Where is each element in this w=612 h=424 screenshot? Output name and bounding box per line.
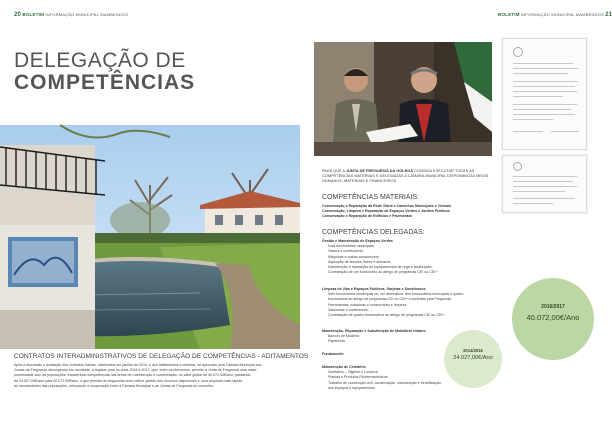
intro-prefix: PARA QUE A <box>322 168 345 173</box>
list-item: Vassouras e contentores; <box>328 307 369 312</box>
list-item: Sanitários – Higiene e Limpeza <box>328 370 378 375</box>
group-title: Manutenção, Reparação e Substituição de Mobiliário Urbano <box>322 329 426 333</box>
page-title-line1: DELEGAÇÃO DE <box>14 49 186 72</box>
intro-paragraph <box>322 168 488 184</box>
contracts-heading: CONTRATOS INTERADMINISTRATIVOS DE DELEGAÇÃO DE COMPETÊNCIAS - ADITAMENTOS <box>14 353 309 360</box>
list-item: Ferramentas, máquinas e consumíveis e limpeza; <box>328 302 408 307</box>
intro-line: COMPETÊNCIAS MATERIAIS E DELEGADAS A CÂMARA MUNICIPAL DISPONIBILIZA MEIOS <box>322 173 489 179</box>
right-section: INFORMAÇÃO MUNICIPAL MAMBENDOS <box>520 12 604 17</box>
list-item: Viatura e combustível; <box>328 249 364 254</box>
seal-icon <box>513 47 523 57</box>
list-item: Aquisição de árvores, flores e arbustos; <box>328 259 392 264</box>
delegadas-group <box>322 352 344 357</box>
list-item: Dois funcionários municipais; <box>328 244 375 249</box>
contracts-body <box>14 363 300 389</box>
delegadas-group <box>322 329 426 345</box>
right-page-header <box>498 12 612 18</box>
group-title: Manutenção de Cemitério <box>322 365 366 369</box>
delegadas-group <box>322 287 463 318</box>
contract-document-image-1 <box>502 38 587 150</box>
bubble-value: 24.027,00€/Ano <box>453 355 493 361</box>
group-title: Fundamento <box>322 352 344 356</box>
contracts-line: Juntas de Freguesia, abrangendo um montante, a registar para os anos 2016 e 2017, que, entre os elementos, permite à Junta de Freguesia uma maior <box>14 368 257 373</box>
bubble-year: 2016/2017 <box>541 304 565 310</box>
list-item: dos espaços e equipamentos. <box>328 385 376 390</box>
list-item: Máquinas e outros consumíveis; <box>328 254 380 259</box>
funding-2016-2017-bubble <box>512 278 594 360</box>
contract-document-image-2 <box>502 155 587 213</box>
list-item: Contratação de um funcionário ao abrigo de programas CEI ou CEI+. <box>328 270 439 275</box>
funding-2014-2015-bubble <box>444 330 502 388</box>
list-item: funcionários ao abrigo de programas CEI ou CEI+ a contratar pela Freguesia; <box>328 297 452 302</box>
left-page-header <box>14 12 128 18</box>
officials-photo <box>314 42 492 156</box>
list-item: Conservação e Reparação da Rede Viária e Caminhos Municipais e Vicinais <box>322 204 452 208</box>
list-item: Contratação de quatro funcionários ao abrigo de programas CEI ou CEI+. <box>328 313 446 318</box>
list-item: Plantas e Produtos Fitofarmacêuticos <box>328 375 388 380</box>
left-section: INFORMAÇÃO MUNICIPAL MAMBENDOS <box>45 12 129 17</box>
bubble-value: 40.072,00€/Ano <box>526 313 580 322</box>
intro-emphasis: JUNTA DE FREGUESIA DA GOLEGÃ <box>345 168 414 173</box>
right-brand: BOLETIM <box>498 12 520 17</box>
group-title: Limpeza de Vias e Espaços Públicos, Sarjetas e Sumidouros <box>322 287 426 291</box>
list-item: Bancos de Madeira <box>328 334 359 339</box>
materiais-heading: COMPETÊNCIAS MATERIAIS: <box>322 194 420 201</box>
list-item: Papeleiras <box>328 339 345 344</box>
list-item: Seis funcionários municipais ou, em alternativa, três funcionários municipais e quatro <box>328 292 464 297</box>
list-item: Manutenção e reparação de equipamentos de rega e sinalização; <box>328 265 433 270</box>
list-item: Conservação e Reparação de Edifícios e Pavimentos <box>322 214 413 219</box>
bubble-year: 2014/2015 <box>463 348 483 353</box>
delegadas-group <box>322 365 441 391</box>
page-title-line2: COMPETÊNCIAS <box>14 71 196 94</box>
contracts-line: proximidade com as populações, transferindo competências nas áreas de manutenção e conservação, no valor global de 40.072,00€/ano, passando <box>14 373 251 378</box>
contracts-line: Após a discussão e avaliação dos contratos iniciais, celebrados em janeiro de 2014, e dos aditamentos a celebrar, foi aprovado pela Câmara Municipal aos <box>14 363 262 367</box>
garden-fountain-photo <box>0 125 300 349</box>
list-item: Trabalho de construção civil, conservação, manutenção e beneficiação <box>328 380 441 385</box>
right-page-number: 21 <box>605 12 612 18</box>
delegadas-heading: COMPETÊNCIAS DELEGADAS: <box>322 229 425 236</box>
seal-icon <box>513 162 522 171</box>
intro-line: HUMANOS, MATERIAIS E FINANCEIROS. <box>322 178 398 184</box>
delegadas-group <box>322 239 438 275</box>
materiais-list <box>322 204 451 220</box>
contracts-line: de 24.027,00€/ano para 40.072,00€/ano, o que permite às freguesias uma melhor gestão dos recursos disponíveis e uma resposta mais rápida <box>14 378 243 383</box>
intro-rest: CONSIGA EXECUTAR TODAS AS <box>414 168 475 173</box>
contracts-line: às necessidades das populações, reforçando a cooperação entre a Câmara Municipal e as Juntas de Freguesia do concelho. <box>14 383 214 388</box>
group-title: Gestão e Manutenção de Espaços Verdes <box>322 239 393 243</box>
left-brand: BOLETIM <box>22 12 45 17</box>
list-item: Conservação, Limpeza e Reparação de Espaços Verdes e Jardins Públicos <box>322 209 450 214</box>
left-page-number: 20 <box>14 12 22 18</box>
